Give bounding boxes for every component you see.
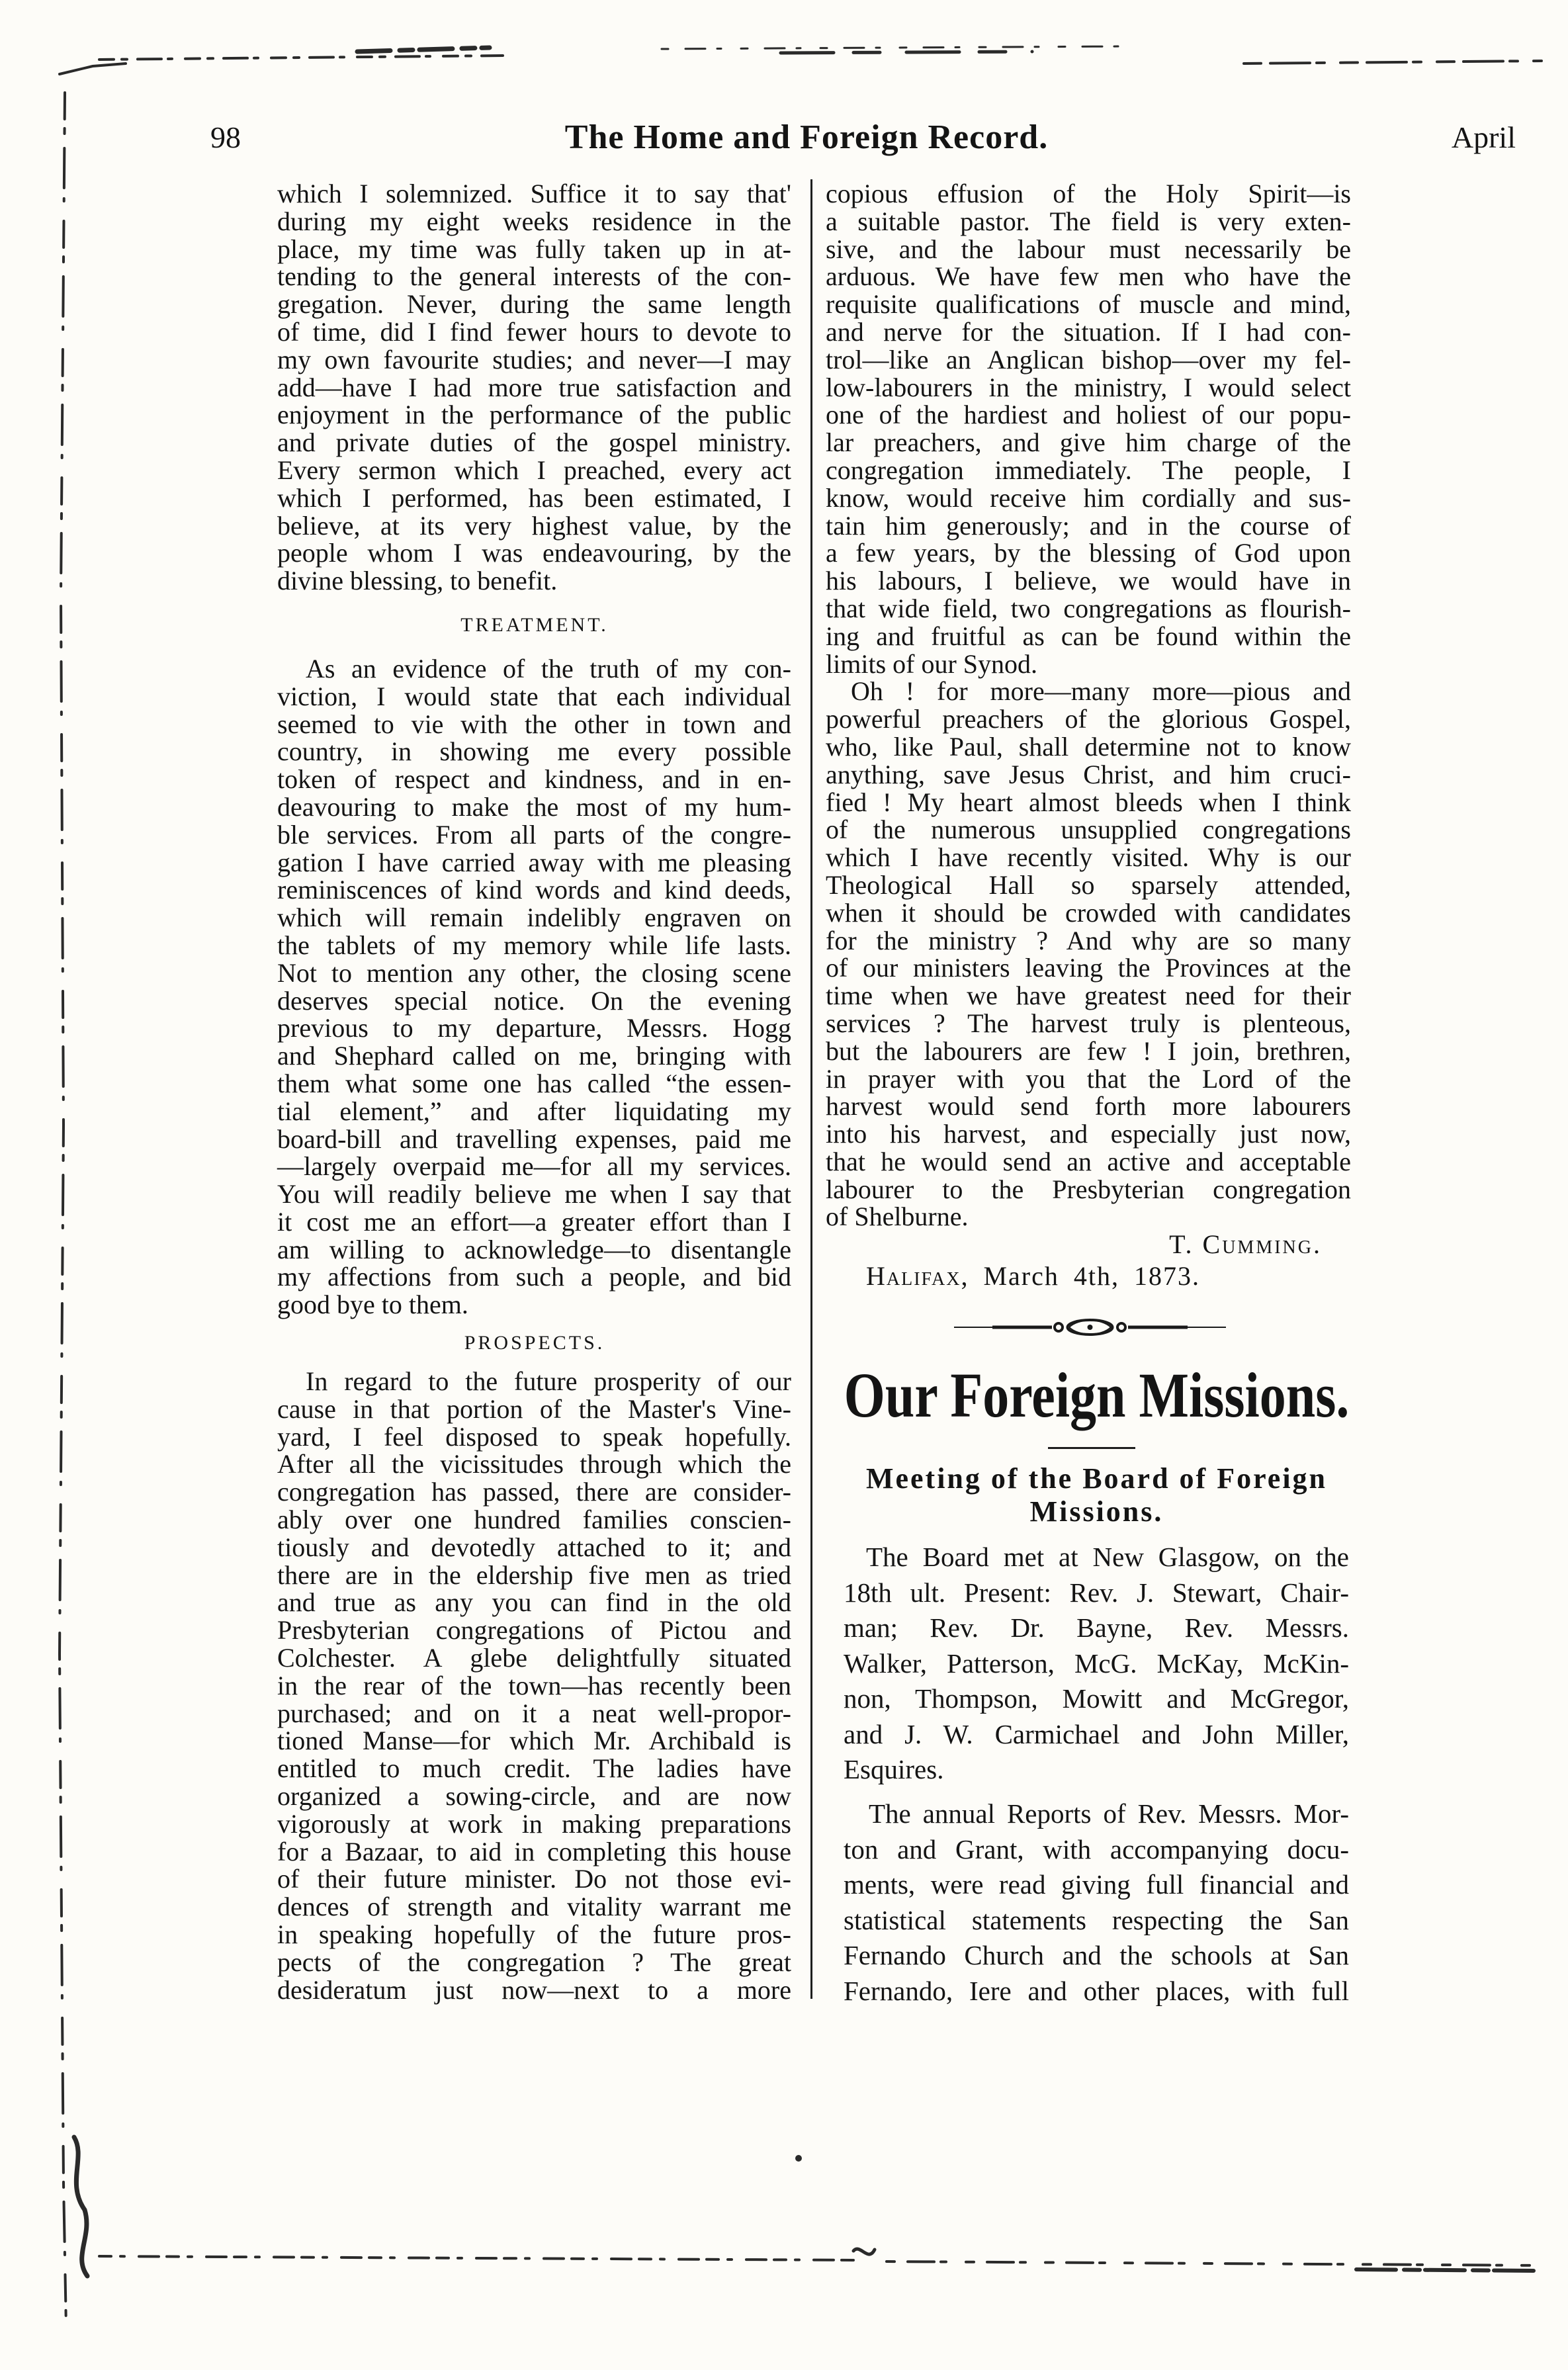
line-text: sive, and the labour must necessarily be	[826, 234, 1351, 264]
text-line	[277, 1672, 792, 1700]
line-text: and J. W. Carmichael and John Miller,	[844, 1718, 1349, 1749]
text-line	[277, 1014, 792, 1042]
line-text: there are in the eldership five men as tried	[277, 1559, 791, 1590]
text-line	[277, 1921, 792, 1949]
line-text: token of respect and kindness, and in en-	[277, 764, 791, 795]
line-text: ton and Grant, with accompanying docu-	[844, 1833, 1349, 1865]
text-line	[826, 180, 1352, 208]
text-line	[277, 738, 792, 766]
line-text: powerful preachers of the glorious Gospel,	[826, 704, 1351, 734]
text-line	[277, 1644, 792, 1672]
text-line	[826, 650, 1352, 678]
text-line	[277, 1263, 792, 1291]
text-line	[277, 1506, 792, 1534]
text-line	[277, 1042, 792, 1070]
line-text: lar preachers, and give him charge of the	[826, 427, 1351, 458]
line-text: it cost me an effort—a greater effort than I	[277, 1206, 791, 1237]
line-text: his labours, I believe, we would have in	[826, 566, 1351, 596]
text-line	[277, 987, 792, 1015]
text-line	[277, 1208, 792, 1236]
line-text: them what some one has called “the essen-	[277, 1068, 791, 1098]
line-text: deserves special notice. On the evening	[277, 985, 791, 1016]
line-text: purchased; and on it a neat well-propor-	[277, 1698, 791, 1728]
line-text: Every sermon which I preached, every act	[277, 455, 791, 485]
line-text: The annual Reports of Rev. Messrs. Mor-	[869, 1798, 1349, 1829]
text-line	[826, 1176, 1352, 1204]
text-line	[277, 374, 792, 402]
text-line	[826, 512, 1352, 540]
line-text: Theological Hall so sparsely attended,	[826, 869, 1351, 900]
text-line	[277, 1755, 792, 1782]
text-line	[277, 1810, 792, 1838]
line-text: in prayer with you that the Lord of the	[826, 1063, 1351, 1094]
line-text: during my eight weeks residence in the	[277, 206, 791, 236]
line-text: of time, did I find fewer hours to devote to	[277, 316, 791, 347]
line-text: in speaking hopefully of the future pros-	[277, 1919, 791, 1950]
paragraph-letter-1	[826, 180, 1352, 678]
paragraph-annual-reports	[844, 1796, 1350, 2009]
line-text: limits of our Synod.	[826, 648, 1038, 679]
line-text: trol—like an Anglican bishop—over my fel-	[826, 344, 1351, 374]
line-text: 18th ult. Present: Rev. J. Stewart, Chair-	[844, 1577, 1349, 1608]
text-line	[277, 236, 792, 263]
text-line	[826, 236, 1352, 263]
text-line	[277, 1616, 792, 1644]
text-line	[826, 263, 1352, 290]
text-line	[277, 484, 792, 512]
text-line	[826, 290, 1352, 318]
line-text: for a Bazaar, to aid in completing this house	[277, 1836, 791, 1866]
article-title	[844, 1462, 1350, 1528]
line-text: tiously and devotedly attached to it; and	[277, 1532, 791, 1562]
text-line	[844, 1867, 1350, 1903]
text-line	[277, 290, 792, 318]
line-text: know, would receive him cordially and sus-	[826, 482, 1351, 513]
line-text: tain him generously; and in the course of	[826, 510, 1351, 541]
text-line	[277, 1893, 792, 1921]
text-line	[826, 705, 1352, 733]
line-text: tioned Manse—for which Mr. Archibald is	[277, 1726, 791, 1756]
text-line	[277, 429, 792, 457]
page-number: 98	[210, 120, 241, 154]
text-line	[277, 1949, 792, 1976]
line-text: my affections from such a people, and bid	[277, 1262, 791, 1292]
line-text: in the rear of the town—has recently been	[277, 1670, 791, 1700]
left-column	[277, 180, 792, 2003]
text-line	[826, 1120, 1352, 1148]
line-text: ble services. From all parts of the congre-	[277, 819, 791, 850]
line-text: Colchester. A glebe delightfully situated	[277, 1643, 791, 1673]
text-line	[277, 711, 792, 738]
text-line	[826, 1065, 1352, 1093]
article-body	[844, 1540, 1350, 2009]
line-text: After all the vicissitudes through which the	[277, 1449, 791, 1479]
text-line	[277, 1534, 792, 1561]
text-line	[277, 1125, 792, 1153]
text-line	[277, 457, 792, 484]
text-line	[277, 1070, 792, 1098]
text-line	[844, 1646, 1350, 1682]
text-line	[844, 1796, 1350, 1832]
line-text: of our ministers leaving the Provinces at the	[826, 953, 1351, 983]
line-text: deavouring to make the most of my hum-	[277, 791, 791, 822]
line-text: divine blessing, to benefit.	[277, 566, 558, 596]
line-text: and true as any you can find in the old	[277, 1587, 791, 1618]
line-text: time when we have greatest need for their	[826, 981, 1351, 1011]
line-text: enjoyment in the performance of the public	[277, 400, 791, 430]
line-text: and nerve for the situation. If I had con-	[826, 316, 1351, 347]
line-text: country, in showing me every possible	[277, 736, 791, 767]
line-text: ing and fruitful as can be found within the	[826, 621, 1351, 651]
line-text: You will readily believe me when I say that	[277, 1179, 791, 1209]
line-text: for the ministry ? And why are so many	[826, 925, 1351, 955]
text-line	[826, 539, 1352, 567]
line-text: As an evidence of the truth of my con-	[306, 653, 791, 683]
line-text: which I solemnized. Suffice it to say that'	[277, 179, 791, 208]
line-text: ably over one hundred families conscien-	[277, 1505, 791, 1535]
line-text: The Board met at New Glasgow, on the	[866, 1542, 1349, 1572]
line-text: but the labourers are few ! I join, brethren,	[826, 1035, 1351, 1066]
text-line	[277, 1478, 792, 1506]
line-text: of Shelburne.	[826, 1202, 969, 1232]
line-text: Not to mention any other, the closing scene	[277, 957, 791, 988]
line-text: viction, I would state that each individual	[277, 681, 791, 711]
line-text: yard, I feel disposed to speak hopefully.	[277, 1421, 791, 1452]
text-line	[277, 567, 792, 595]
text-line	[844, 1938, 1350, 1974]
line-text: seemed to vie with the other in town and	[277, 709, 791, 739]
text-line	[826, 678, 1352, 705]
text-line	[844, 1540, 1350, 1575]
heading-rule	[1048, 1447, 1135, 1449]
subheading-treatment: TREATMENT.	[460, 613, 609, 636]
text-line	[277, 849, 792, 877]
text-line	[277, 208, 792, 236]
line-text: ments, were read giving full financial and	[844, 1869, 1349, 1900]
text-line	[277, 1236, 792, 1264]
line-text: people whom I was endeavouring, by the	[277, 538, 791, 568]
text-line	[277, 1395, 792, 1423]
text-line	[277, 1368, 792, 1395]
text-line	[826, 567, 1352, 595]
column-rule	[810, 179, 812, 1999]
text-line	[277, 1700, 792, 1728]
line-text: —largely overpaid me—for all my services.	[277, 1151, 791, 1182]
text-line	[277, 1450, 792, 1478]
line-text: believe, at its very highest value, by the	[277, 510, 791, 541]
text-line	[277, 1976, 792, 2004]
line-text: services ? The harvest truly is plenteous,	[826, 1008, 1351, 1038]
text-line	[277, 318, 792, 346]
line-text: a few years, by the blessing of God upon	[826, 538, 1351, 568]
line-text: statistical statements respecting the San	[844, 1904, 1349, 1935]
line-text: congregation has passed, there are consider-	[277, 1477, 791, 1507]
text-line	[826, 401, 1352, 429]
text-line	[277, 346, 792, 374]
line-text: Fernando Church and the schools at San	[844, 1940, 1349, 1970]
text-line	[826, 954, 1352, 982]
text-line	[826, 899, 1352, 927]
paragraph-letter-2	[826, 678, 1352, 1231]
text-line	[844, 1974, 1350, 2009]
line-text: the tablets of my memory while life lasts.	[277, 930, 791, 960]
line-text: gregation. Never, during the same length	[277, 289, 791, 320]
line-text: add—have I had more true satisfaction and	[277, 372, 791, 402]
text-line	[826, 1148, 1352, 1176]
line-text: fied ! My heart almost bleeds when I think	[826, 787, 1351, 817]
line-text: gation I have carried away with me pleasing	[277, 847, 791, 877]
text-line	[826, 761, 1352, 789]
line-text: vigorously at work in making preparations	[277, 1808, 791, 1839]
text-line	[844, 1717, 1350, 1753]
line-text: Presbyterian congregations of Pictou and	[277, 1615, 791, 1646]
text-line	[277, 512, 792, 540]
text-line	[277, 180, 792, 208]
text-line	[277, 959, 792, 987]
issue-month: April	[1451, 120, 1516, 154]
text-line	[826, 1037, 1352, 1065]
line-text: harvest would send forth more labourers	[826, 1091, 1351, 1121]
paragraph-opening	[277, 180, 792, 595]
letter-dateline	[826, 1262, 1352, 1290]
text-line	[277, 932, 792, 959]
text-line	[826, 623, 1352, 650]
text-line	[826, 982, 1352, 1010]
text-line	[826, 816, 1352, 844]
line-text: Fernando, Iere and other places, with full	[844, 1975, 1349, 2006]
line-text: man; Rev. Dr. Bayne, Rev. Messrs.	[844, 1612, 1349, 1643]
line-text: pects of the congregation ? The great	[277, 1947, 791, 1977]
subheading-prospects: PROSPECTS.	[464, 1332, 605, 1354]
article-title-line: Meeting of the Board of Foreign	[865, 1462, 1328, 1495]
line-text: and private duties of the gospel ministry.	[277, 427, 791, 458]
publication-title: The Home and Foreign Record.	[564, 118, 1049, 156]
article-title-line: Missions.	[1029, 1495, 1164, 1528]
line-text: which will remain indelibly engraven on	[277, 902, 791, 933]
text-line	[826, 871, 1352, 899]
text-line	[826, 374, 1352, 402]
line-text: arduous. We have few men who have the	[826, 261, 1351, 292]
text-line	[844, 1832, 1350, 1868]
line-text: tending to the general interests of the con-	[277, 261, 791, 292]
text-line	[826, 429, 1352, 457]
text-line	[826, 844, 1352, 871]
text-line	[277, 1423, 792, 1451]
text-line	[826, 1203, 1352, 1231]
line-text: In regard to the future prosperity of our	[306, 1366, 791, 1397]
text-line	[277, 1782, 792, 1810]
text-line	[277, 401, 792, 429]
text-line	[844, 1752, 1350, 1788]
line-text: who, like Paul, shall determine not to know	[826, 731, 1351, 762]
text-line	[826, 595, 1352, 623]
text-line	[826, 1092, 1352, 1120]
line-text: one of the hardiest and holiest of our popu-	[826, 400, 1351, 430]
text-line	[277, 1098, 792, 1125]
text-line	[277, 263, 792, 290]
letter-signature: T. Cumming.	[1169, 1229, 1322, 1260]
line-text: Walker, Patterson, McG. McKay, McKin-	[844, 1647, 1349, 1679]
line-text: requisite qualifications of muscle and mind,	[826, 289, 1351, 320]
line-text: non, Thompson, Mowitt and McGregor,	[844, 1683, 1349, 1714]
text-line	[277, 1561, 792, 1589]
line-text: a suitable pastor. The field is very exten-	[826, 206, 1351, 236]
line-text: which I performed, has been estimated, I	[277, 482, 791, 513]
text-line	[277, 766, 792, 793]
text-line	[826, 318, 1352, 346]
line-text: dences of strength and vitality warrant me	[277, 1892, 791, 1922]
text-line	[844, 1681, 1350, 1717]
paragraph-board-meeting	[844, 1540, 1350, 1788]
line-text: when it should be crowded with candidates	[826, 897, 1351, 928]
text-line	[277, 1727, 792, 1755]
line-text: Oh ! for more—many more—pious and	[851, 676, 1351, 707]
text-line	[844, 1575, 1350, 1611]
text-line	[277, 821, 792, 849]
text-line	[844, 1610, 1350, 1646]
text-line	[826, 927, 1352, 955]
line-text: organized a sowing-circle, and are now	[277, 1781, 791, 1812]
text-line	[844, 1903, 1350, 1939]
right-column-letter	[826, 180, 1352, 1290]
text-line	[826, 1010, 1352, 1037]
line-text: which I have recently visited. Why is our	[826, 842, 1351, 873]
line-text: and Shephard called on me, bringing with	[277, 1041, 791, 1071]
line-text: Esquires.	[844, 1754, 944, 1784]
text-line	[277, 1589, 792, 1616]
text-line	[277, 1865, 792, 1893]
paragraph-prospects	[277, 1368, 792, 2003]
line-text: anything, save Jesus Christ, and him cruci-	[826, 759, 1351, 789]
line-text: low-labourers in the ministry, I would select	[826, 372, 1351, 402]
text-line	[277, 1180, 792, 1208]
text-line	[826, 789, 1352, 816]
text-line	[277, 876, 792, 904]
line-text: am willing to acknowledge—to disentangle	[277, 1234, 791, 1264]
text-line	[826, 346, 1352, 374]
line-text: into his harvest, and especially just now,	[826, 1119, 1351, 1149]
dateline-place: Halifax,	[866, 1261, 969, 1292]
line-text: my own favourite studies; and never—I may	[277, 344, 791, 374]
text-line	[277, 655, 792, 683]
line-text: reminiscences of kind words and kind deeds,	[277, 875, 791, 905]
line-text: entitled to much credit. The ladies have	[277, 1753, 791, 1784]
line-text: of the numerous unsupplied congregations	[826, 814, 1351, 845]
line-text: that he would send an active and acceptable	[826, 1146, 1351, 1176]
line-text: previous to my departure, Messrs. Hogg	[277, 1013, 791, 1043]
line-text: desideratum just now—next to a more	[277, 1974, 791, 2005]
text-line	[277, 904, 792, 932]
line-text: place, my time was fully taken up in at-	[277, 234, 791, 264]
text-line	[826, 457, 1352, 484]
text-line	[277, 1153, 792, 1180]
text-line	[277, 793, 792, 821]
line-text: labourer to the Presbyterian congregation	[826, 1174, 1351, 1204]
text-line	[826, 484, 1352, 512]
line-text: of their future minister. Do not those evi-	[277, 1864, 791, 1894]
text-line	[277, 1291, 792, 1319]
line-text: board-bill and travelling expenses, paid me	[277, 1123, 791, 1154]
text-line	[277, 1838, 792, 1866]
text-line	[277, 539, 792, 567]
line-text: congregation immediately. The people, I	[826, 455, 1351, 485]
section-heading: Our Foreign Missions.	[844, 1361, 1350, 1431]
dateline-date: March 4th, 1873.	[983, 1261, 1200, 1292]
paragraph-treatment	[277, 655, 792, 1319]
text-line	[277, 683, 792, 711]
text-line	[826, 733, 1352, 761]
text-line	[826, 208, 1352, 236]
line-text: copious effusion of the Holy Spirit—is	[826, 179, 1351, 208]
line-text: good bye to them.	[277, 1290, 468, 1320]
line-text: cause in that portion of the Master's Vine-	[277, 1393, 791, 1424]
line-text: tial element,” and after liquidating my	[277, 1096, 791, 1126]
ornament-divider	[953, 1315, 1227, 1339]
line-text: that wide field, two congregations as flourish-	[826, 593, 1351, 623]
